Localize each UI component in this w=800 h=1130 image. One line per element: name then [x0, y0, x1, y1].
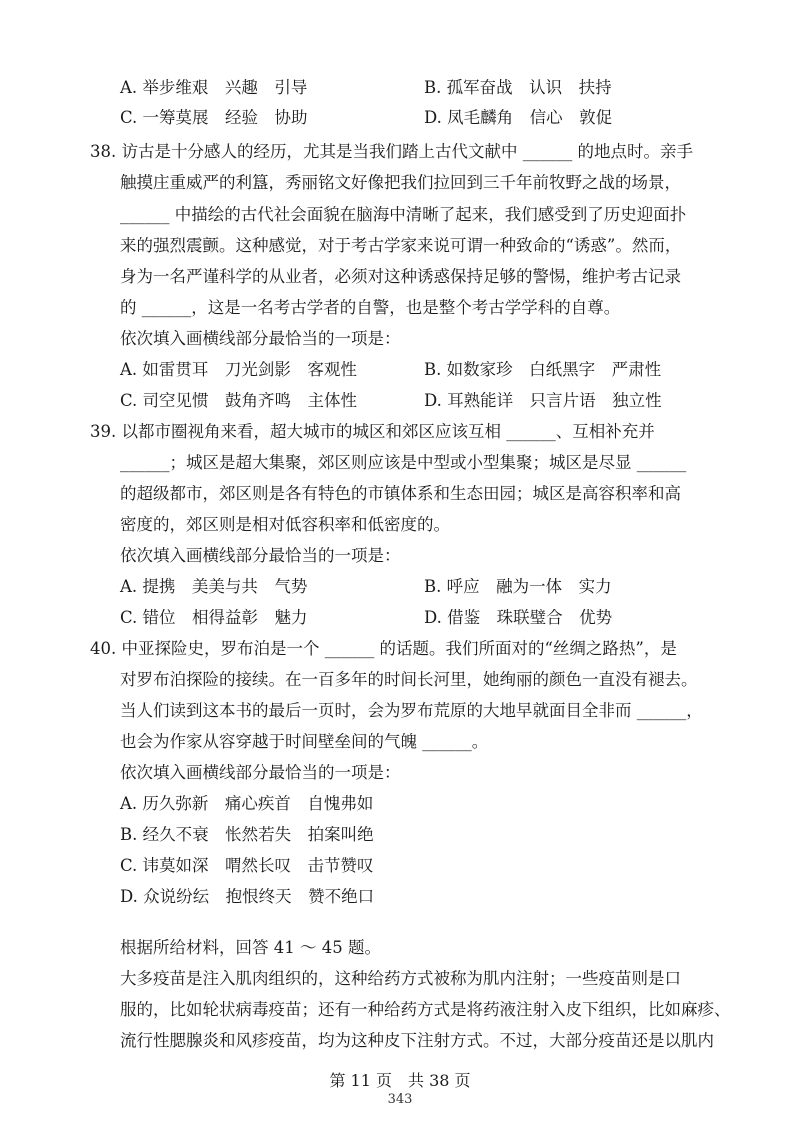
q38-line: 触摸庄重威严的利簋，秀丽铭文好像把我们拉回到三千年前牧野之战的场景，: [120, 173, 681, 192]
option-d: D. 借鉴 珠联璧合 优势: [424, 608, 613, 627]
option-a: A. 提携 美美与共 气势: [120, 577, 308, 596]
material-line: 服的，比如轮状病毒疫苗；还有一种给药方式是将药液注射入皮下组织，比如麻疹、: [120, 1000, 731, 1019]
option-a: A. 历久弥新 痛心疾首 自愧弗如: [120, 794, 374, 813]
q39-line: 的超级都市，郊区则是各有特色的市镇体系和生态田园；城区是高容积率和高: [120, 484, 681, 503]
q40-line: 40. 中亚探险史，罗布泊是一个 ______ 的话题。我们所面对的“丝绸之路热”，是: [90, 639, 677, 658]
q39-line: 密度的，郊区则是相对低容积率和低密度的。: [120, 515, 450, 534]
option-d: D. 凤毛麟角 信心 敦促: [424, 108, 613, 127]
option-b: B. 如数家珍 白纸黑字 严肃性: [424, 360, 662, 379]
q38-line: ______ 中描绘的古代社会面貌在脑海中清晰了起来，我们感受到了历史迎面扑: [120, 205, 687, 224]
q40-line: 当人们读到这本书的最后一页时，会为罗布荒原的大地早就面目全非而 ______，: [120, 701, 703, 720]
option-a: A. 举步维艰 兴趣 引导: [120, 78, 308, 97]
q39-line: ______；城区是超大集聚，郊区则应该是中型或小型集聚；城区是尽显 ______: [120, 453, 687, 472]
q40-line: 对罗布泊探险的接续。在一百多年的时间长河里，她绚丽的颜色一直没有褪去。: [120, 670, 698, 689]
option-d: D. 众说纷纭 抱恨终天 赞不绝口: [120, 887, 375, 906]
q39-line: 39. 以都市圈视角来看，超大城市的城区和郊区应该互相 ______、互相补充并: [90, 422, 655, 441]
q38-line: 的 ______，这是一名考古学者的自警，也是整个考古学学科的自尊。: [120, 298, 621, 317]
option-c: C. 讳莫如深 喟然长叹 击节赞叹: [120, 856, 374, 875]
material-line: 大多疫苗是注入肌肉组织的，这种给药方式被称为肌内注射；一些疫苗则是口: [120, 969, 681, 988]
q40-line: 也会为作家从容穿越于时间壁垒间的气魄 ______。: [120, 732, 489, 751]
q38-line: 身为一名严谨科学的从业者，必须对这种诱惑保持足够的警惕，维护考古记录: [120, 267, 681, 286]
page-indicator: 第 11 页 共 38 页: [329, 1071, 471, 1090]
page-number: 343: [387, 1092, 413, 1107]
option-b: B. 经久不衰 怅然若失 拍案叫绝: [120, 825, 374, 844]
option-a: A. 如雷贯耳 刀光剑影 客观性: [120, 360, 357, 379]
q39-instruction: 依次填入画横线部分最恰当的一项是：: [120, 546, 401, 565]
material-line: 流行性腮腺炎和风疹疫苗，均为这种皮下注射方式。不过，大部分疫苗还是以肌内: [120, 1031, 714, 1050]
material-intro: 根据所给材料，回答 41 ～ 45 题。: [120, 938, 381, 957]
option-c: C. 错位 相得益彰 魅力: [120, 608, 308, 627]
option-b: B. 呼应 融为一体 实力: [424, 577, 612, 596]
option-b: B. 孤军奋战 认识 扶持: [424, 78, 612, 97]
option-c: C. 一筹莫展 经验 协助: [120, 108, 308, 127]
q38-instruction: 依次填入画横线部分最恰当的一项是：: [120, 329, 401, 348]
q38-line: 来的强烈震颤。这种感觉，对于考古学家来说可谓一种致命的“诱惑”。然而，: [120, 236, 682, 255]
q38-line: 38. 访古是十分感人的经历，尤其是当我们踏上古代文献中 ______ 的地点时。亲手: [90, 142, 693, 161]
option-c: C. 司空见惯 鼓角齐鸣 主体性: [120, 391, 358, 410]
q40-instruction: 依次填入画横线部分最恰当的一项是：: [120, 763, 401, 782]
option-d: D. 耳熟能详 只言片语 独立性: [424, 391, 662, 410]
